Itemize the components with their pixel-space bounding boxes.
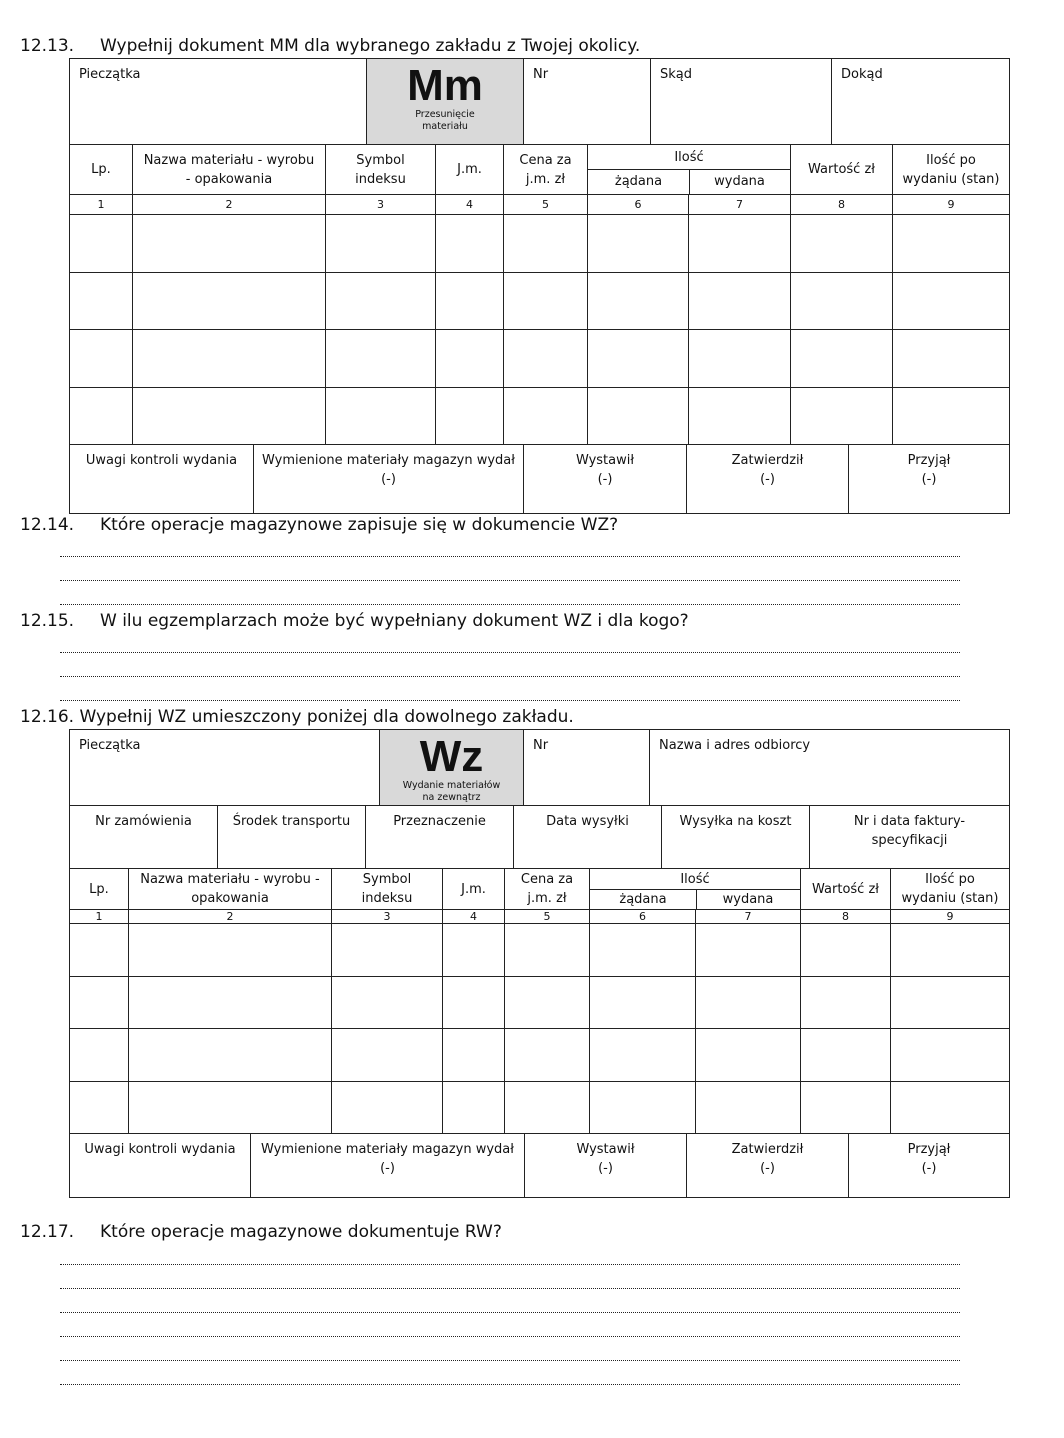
col-label: j.m. zł [527, 891, 567, 906]
col-num [436, 195, 504, 214]
col-label: żądana [619, 891, 667, 907]
col-label: wydana [714, 174, 765, 189]
col-num-label: 6 [639, 910, 646, 923]
col-num [696, 910, 801, 923]
col-symbol [332, 869, 443, 909]
table-row [70, 388, 1009, 446]
wz-footer-row [70, 1134, 1009, 1197]
col-num [689, 195, 791, 214]
col-num-label: 3 [383, 910, 391, 923]
recipient-field[interactable] [650, 730, 1009, 805]
question-12-16 [20, 707, 574, 727]
question-number: 12.17. [20, 1222, 75, 1242]
col-num-label: 7 [736, 198, 743, 211]
wz-shipping-row [70, 806, 1009, 869]
table-cell[interactable] [791, 330, 893, 387]
transport-field[interactable] [218, 806, 366, 868]
col-label: wydaniu (stan) [902, 171, 1000, 187]
table-cell[interactable] [791, 388, 893, 445]
ship-cost-field[interactable] [662, 806, 810, 868]
question-text: 12.16. Wypełnij WZ umieszczony poniżej dla dowolnego zakładu. [20, 707, 574, 727]
col-qty [590, 869, 801, 909]
field-label: Nr i data faktury- [853, 814, 966, 829]
table-cell[interactable] [443, 977, 505, 1029]
col-value [801, 869, 891, 909]
answer-line[interactable] [60, 1360, 960, 1361]
col-label: wydaniu (stan) [901, 891, 999, 906]
table-cell[interactable] [891, 1082, 1009, 1134]
table-cell[interactable] [129, 1029, 332, 1081]
stamp-label: Pieczątka [79, 738, 141, 753]
table-cell[interactable] [326, 215, 436, 272]
table-cell[interactable] [791, 215, 893, 272]
table-cell[interactable] [696, 977, 801, 1029]
col-num [588, 195, 689, 214]
table-cell[interactable] [893, 330, 1009, 387]
col-num-label: 1 [95, 910, 103, 923]
col-lp [70, 869, 129, 909]
col-jm [436, 145, 504, 194]
table-cell[interactable] [443, 1029, 505, 1081]
question-text: Wypełnij dokument MM dla wybranego zakładu z Twojej okolicy. [100, 36, 641, 56]
table-cell[interactable] [893, 273, 1009, 330]
signature-dash: (-) [760, 1161, 775, 1176]
field-label: Przeznaczenie [393, 814, 486, 829]
mm-column-numbers [70, 195, 1009, 215]
col-label: indeksu [361, 891, 413, 906]
col-price [505, 869, 590, 909]
table-cell[interactable] [801, 1029, 891, 1081]
col-after [891, 869, 1009, 909]
stamp-field[interactable] [70, 730, 380, 805]
table-cell[interactable] [505, 1082, 590, 1134]
col-num [801, 910, 891, 923]
col-label: j.m. zł [525, 171, 566, 187]
table-cell[interactable] [801, 924, 891, 976]
table-cell[interactable] [696, 1029, 801, 1081]
col-num-label: 3 [377, 198, 384, 211]
table-cell[interactable] [505, 977, 590, 1029]
table-cell[interactable] [70, 330, 133, 387]
footer-label: Zatwierdził [731, 453, 804, 468]
made-by-field[interactable] [525, 1134, 687, 1197]
answer-line[interactable] [60, 1336, 960, 1337]
table-cell[interactable] [590, 1082, 696, 1134]
question-text: Które operacje magazynowe zapisuje się w dokumencie WZ? [100, 515, 619, 535]
footer-label: Przyjął [907, 453, 951, 468]
col-jm [443, 869, 505, 909]
answer-line[interactable] [60, 1288, 960, 1289]
footer-label: Uwagi kontroli wydania [85, 453, 238, 468]
nr-field[interactable] [524, 59, 651, 144]
question-number: 12.13. [20, 36, 75, 56]
table-cell[interactable] [588, 273, 689, 330]
issued-by-field[interactable] [251, 1134, 525, 1197]
col-label: J.m. [457, 162, 482, 177]
invoice-field[interactable] [810, 806, 1009, 868]
col-num-label: 5 [543, 910, 551, 923]
mm-footer-row [70, 445, 1009, 513]
signature-dash: (-) [597, 472, 613, 487]
question-12-17 [20, 1222, 502, 1242]
table-cell[interactable] [801, 977, 891, 1029]
col-num-label: 9 [946, 910, 954, 923]
mm-header-row [70, 59, 1009, 145]
footer-label: Wymienione materiały magazyn wydał [261, 1142, 514, 1157]
table-cell[interactable] [689, 273, 791, 330]
table-cell[interactable] [332, 924, 443, 976]
table-cell[interactable] [504, 330, 588, 387]
col-label: Symbol [356, 152, 405, 168]
col-num-label: 9 [947, 198, 955, 211]
col-num [133, 195, 326, 214]
table-cell[interactable] [129, 1082, 332, 1134]
col-num [70, 910, 129, 923]
ship-date-field[interactable] [514, 806, 662, 868]
footer-label: Wystawił [575, 453, 635, 468]
footer-label: Wystawił [576, 1142, 635, 1157]
signature-dash: (-) [381, 472, 396, 487]
table-row [70, 977, 1009, 1030]
stamp-label: Pieczątka [79, 67, 141, 82]
wz-logo-sub: na zewnątrz [422, 792, 481, 803]
col-num-label: 4 [470, 910, 477, 923]
footer-label: Uwagi kontroli wydania [84, 1142, 236, 1157]
table-cell[interactable] [332, 977, 443, 1029]
col-label: - opakowania [185, 171, 273, 187]
col-label: Ilość po [925, 872, 975, 887]
table-cell[interactable] [70, 273, 133, 330]
to-field[interactable] [832, 59, 1009, 144]
col-value [791, 145, 893, 194]
table-cell[interactable] [70, 977, 129, 1029]
mm-logo-sub: Przesunięcie [415, 109, 475, 120]
wz-logo-text: Wz [419, 732, 484, 781]
table-cell[interactable] [332, 1082, 443, 1134]
signature-dash: (-) [921, 1161, 937, 1176]
col-label: Ilość [674, 149, 704, 165]
table-cell[interactable] [505, 1029, 590, 1081]
table-cell[interactable] [504, 273, 588, 330]
control-notes-field[interactable] [70, 445, 254, 513]
field-label: Data wysyłki [546, 814, 629, 829]
approved-by-field[interactable] [687, 445, 849, 513]
made-by-field[interactable] [524, 445, 687, 513]
nr-label: Nr [533, 67, 549, 82]
question-text: W ilu egzemplarzach może być wypełniany dokument WZ i dla kogo? [100, 611, 689, 631]
col-num [891, 910, 1009, 923]
col-num [70, 195, 133, 214]
received-by-field[interactable] [849, 1134, 1009, 1197]
table-cell[interactable] [891, 924, 1009, 976]
table-row [70, 924, 1009, 977]
col-label: Nazwa materiału - wyrobu [143, 152, 315, 168]
col-num [326, 195, 436, 214]
table-cell[interactable] [436, 215, 504, 272]
table-cell[interactable] [70, 924, 129, 976]
col-label: Ilość [680, 871, 710, 887]
question-number: 12.15. [20, 611, 75, 631]
wz-form [69, 729, 1010, 1198]
col-name [133, 145, 326, 194]
table-row [70, 1082, 1009, 1135]
col-label: Lp. [89, 881, 109, 897]
signature-dash: (-) [380, 1161, 395, 1176]
col-price [504, 145, 588, 194]
wz-header-row [70, 730, 1009, 806]
col-label: Symbol [362, 872, 412, 887]
table-cell[interactable] [891, 977, 1009, 1029]
to-label: Dokąd [841, 67, 883, 82]
table-cell[interactable] [133, 273, 326, 330]
field-label: Środek transportu [232, 814, 351, 829]
wz-column-numbers [70, 910, 1009, 924]
col-num-label: 5 [542, 198, 549, 211]
signature-dash: (-) [760, 472, 775, 487]
col-num [505, 910, 590, 923]
table-cell[interactable] [70, 388, 133, 445]
mm-form [69, 58, 1010, 514]
col-num-label: 8 [838, 198, 845, 211]
field-label: Nr zamówienia [95, 814, 192, 829]
table-cell[interactable] [801, 1082, 891, 1134]
table-row [70, 215, 1009, 273]
table-cell[interactable] [133, 215, 326, 272]
col-label: Nazwa materiału - wyrobu - [140, 872, 320, 887]
control-notes-field[interactable] [70, 1134, 251, 1197]
col-label: Wartość zł [812, 881, 879, 897]
table-cell[interactable] [590, 977, 696, 1029]
table-cell[interactable] [326, 330, 436, 387]
mm-column-headers [70, 145, 1009, 195]
answer-line[interactable] [60, 580, 960, 581]
col-num [590, 910, 696, 923]
table-cell[interactable] [326, 273, 436, 330]
table-cell[interactable] [590, 924, 696, 976]
signature-dash: (-) [598, 1161, 613, 1176]
mm-logo-sub: materiału [422, 121, 468, 132]
answer-line[interactable] [60, 1264, 960, 1265]
col-lp [70, 145, 133, 194]
table-cell[interactable] [443, 1082, 505, 1134]
col-qty [588, 145, 791, 194]
question-number: 12.14. [20, 515, 75, 535]
col-num [791, 195, 893, 214]
wz-column-headers [70, 869, 1009, 910]
table-cell[interactable] [791, 273, 893, 330]
table-cell[interactable] [133, 388, 326, 445]
table-cell[interactable] [590, 1029, 696, 1081]
col-label: J.m. [461, 881, 486, 897]
answer-line[interactable] [60, 700, 960, 701]
table-cell[interactable] [893, 388, 1009, 445]
mm-logo [367, 59, 524, 144]
answer-line[interactable] [60, 1312, 960, 1313]
footer-label: Przyjął [907, 1142, 951, 1157]
col-num [893, 195, 1009, 214]
col-num [504, 195, 588, 214]
table-cell[interactable] [129, 977, 332, 1029]
question-12-15 [20, 611, 689, 631]
footer-label: Zatwierdził [731, 1142, 804, 1157]
col-num-label: 8 [842, 910, 849, 923]
table-cell[interactable] [504, 388, 588, 445]
col-label: żądana [614, 174, 663, 189]
order-number-field[interactable] [70, 806, 218, 868]
col-label: wydana [722, 891, 774, 907]
table-cell[interactable] [436, 273, 504, 330]
col-after [893, 145, 1009, 194]
table-cell[interactable] [891, 1029, 1009, 1081]
col-label: Cena za [520, 872, 574, 887]
wz-table-body [70, 924, 1009, 1134]
col-name [129, 869, 332, 909]
table-cell[interactable] [504, 215, 588, 272]
table-cell[interactable] [588, 330, 689, 387]
wz-logo [380, 730, 524, 805]
table-cell[interactable] [326, 388, 436, 445]
wz-logo-sub: Wydanie materiałów [402, 780, 501, 791]
col-num-label: 2 [225, 198, 233, 211]
stamp-field[interactable] [70, 59, 367, 144]
col-label: Cena za [519, 152, 572, 168]
table-row [70, 273, 1009, 331]
nr-label: Nr [533, 738, 549, 753]
question-12-14 [20, 515, 618, 535]
col-num-label: 2 [226, 910, 234, 923]
col-num-label: 7 [744, 910, 752, 923]
footer-label: Wymienione materiały magazyn wydał [262, 453, 515, 468]
table-row [70, 330, 1009, 388]
table-cell[interactable] [70, 1082, 129, 1134]
table-cell[interactable] [588, 215, 689, 272]
answer-line[interactable] [60, 556, 960, 557]
mm-table-body [70, 215, 1009, 445]
table-cell[interactable] [443, 924, 505, 976]
purpose-field[interactable] [366, 806, 514, 868]
col-num [332, 910, 443, 923]
col-num-label: 1 [97, 198, 105, 211]
table-cell[interactable] [893, 215, 1009, 272]
table-cell[interactable] [696, 1082, 801, 1134]
col-num-label: 4 [466, 198, 473, 211]
table-cell[interactable] [332, 1029, 443, 1081]
recipient-label: Nazwa i adres odbiorcy [659, 738, 811, 753]
question-12-13 [20, 36, 640, 56]
col-label: Lp. [91, 162, 111, 177]
issued-by-field[interactable] [254, 445, 524, 513]
from-label: Skąd [660, 67, 692, 82]
table-cell[interactable] [689, 330, 791, 387]
mm-logo-text: Mm [407, 61, 483, 110]
table-cell[interactable] [689, 388, 791, 445]
col-symbol [326, 145, 436, 194]
col-label: Wartość zł [808, 162, 875, 177]
from-field[interactable] [651, 59, 832, 144]
table-cell[interactable] [436, 330, 504, 387]
table-cell[interactable] [696, 924, 801, 976]
answer-line[interactable] [60, 1384, 960, 1385]
table-cell[interactable] [70, 1029, 129, 1081]
col-num [443, 910, 505, 923]
col-label: Ilość po [926, 152, 976, 168]
col-num-label: 6 [634, 198, 642, 211]
field-label: specyfikacji [871, 833, 948, 848]
answer-line[interactable] [60, 604, 960, 605]
col-num [129, 910, 332, 923]
table-cell[interactable] [436, 388, 504, 445]
answer-line[interactable] [60, 676, 960, 677]
nr-field[interactable] [524, 730, 650, 805]
table-cell[interactable] [505, 924, 590, 976]
field-label: Wysyłka na koszt [679, 814, 792, 829]
table-cell[interactable] [70, 215, 133, 272]
table-row [70, 1029, 1009, 1082]
table-cell[interactable] [689, 215, 791, 272]
table-cell[interactable] [129, 924, 332, 976]
received-by-field[interactable] [849, 445, 1009, 513]
answer-line[interactable] [60, 652, 960, 653]
table-cell[interactable] [588, 388, 689, 445]
table-cell[interactable] [133, 330, 326, 387]
signature-dash: (-) [921, 472, 937, 487]
question-text: Które operacje magazynowe dokumentuje RW? [100, 1222, 502, 1242]
approved-by-field[interactable] [687, 1134, 849, 1197]
col-label: indeksu [355, 171, 406, 187]
col-label: opakowania [191, 891, 269, 906]
